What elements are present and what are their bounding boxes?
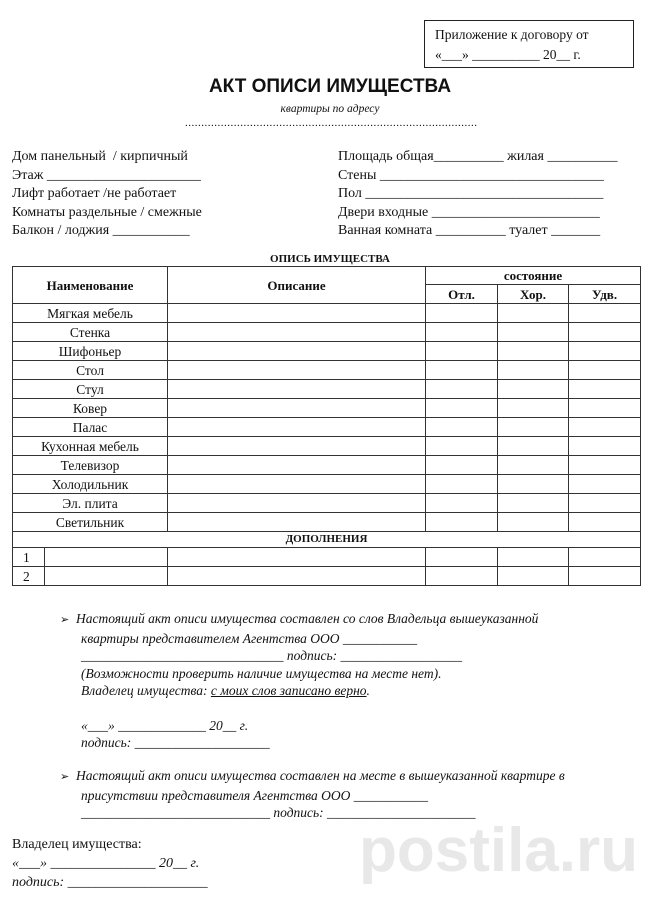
item-description-cell	[168, 418, 426, 437]
item-state-cell	[498, 513, 569, 532]
prop-elevator: Лифт работает /не работает	[12, 186, 177, 201]
note-2-line-1: Настоящий акт описи имущества составлен на месте в вышеуказанной квартире в	[75, 768, 565, 783]
appendix-box	[424, 20, 634, 68]
owner-signature: подпись: ____________________	[12, 875, 208, 890]
item-state-cell	[426, 361, 498, 380]
item-name: Стол	[13, 361, 168, 380]
addition-cell	[168, 548, 426, 567]
owner-signature-block	[12, 835, 208, 892]
appendix-line-2: «___» __________ 20__ г.	[435, 47, 581, 62]
owner-label: Владелец имущества:	[12, 837, 142, 852]
item-name: Телевизор	[13, 456, 168, 475]
addition-cell	[45, 567, 168, 586]
item-name: Эл. плита	[13, 494, 168, 513]
item-description-cell	[168, 456, 426, 475]
col-header-satisfactory: Удв.	[569, 285, 641, 304]
prop-floor: Этаж ______________________	[12, 167, 201, 183]
table-row	[13, 342, 641, 361]
note-1-owner-label: Владелец имущества:	[81, 683, 208, 698]
item-description-cell	[168, 323, 426, 342]
addition-cell	[426, 567, 498, 586]
note-1-line-1: Настоящий акт описи имущества составлен со слов Владельца вышеуказанной	[75, 611, 539, 626]
table-row	[13, 548, 641, 567]
item-state-cell	[498, 399, 569, 418]
item-state-cell	[498, 475, 569, 494]
item-state-cell	[498, 342, 569, 361]
note-2-line-2: присутствии представителя Агентства ООО ___________	[81, 787, 429, 803]
addition-cell	[569, 548, 641, 567]
table-row	[13, 567, 641, 586]
watermark-logo: postila.ru	[358, 816, 638, 885]
addition-cell	[426, 548, 498, 567]
item-name: Стул	[13, 380, 168, 399]
prop-entrance-doors: Двери входные ________________________	[338, 204, 600, 220]
item-name: Стенка	[13, 323, 168, 342]
item-name: Ковер	[13, 399, 168, 418]
item-name: Кухонная мебель	[13, 437, 168, 456]
item-state-cell	[569, 513, 641, 532]
item-description-cell	[168, 437, 426, 456]
item-state-cell	[498, 456, 569, 475]
item-state-cell	[498, 323, 569, 342]
item-state-cell	[426, 304, 498, 323]
item-state-cell	[498, 361, 569, 380]
table-row	[13, 304, 641, 323]
item-description-cell	[168, 399, 426, 418]
item-state-cell	[498, 494, 569, 513]
col-header-good: Хор.	[498, 285, 569, 304]
note-1-line-2: квартиры представителем Агентства ООО ___________	[81, 630, 418, 646]
table-row	[13, 475, 641, 494]
item-state-cell	[569, 304, 641, 323]
arrow-bullet-icon: ➢	[60, 771, 70, 783]
prop-floor-cover: Пол __________________________________	[338, 186, 604, 201]
addition-cell	[498, 548, 569, 567]
note-2	[60, 767, 565, 822]
item-state-cell	[426, 342, 498, 361]
owner-date: «___» _______________ 20__ г.	[12, 856, 200, 871]
address-line: ..........................................................................................	[185, 117, 478, 129]
item-name: Шифоньер	[13, 342, 168, 361]
prop-house-type: Дом панельный / кирпичный	[12, 149, 188, 164]
document-title: АКТ ОПИСИ ИМУЩЕСТВА	[208, 76, 452, 97]
item-name: Светильник	[13, 513, 168, 532]
item-description-cell	[168, 380, 426, 399]
item-name: Холодильник	[13, 475, 168, 494]
item-state-cell	[569, 475, 641, 494]
item-state-cell	[426, 437, 498, 456]
item-state-cell	[426, 418, 498, 437]
table-row	[13, 494, 641, 513]
prop-area: Площадь общая__________ жилая __________	[338, 149, 618, 164]
additions-heading: ДОПОЛНЕНИЯ	[13, 532, 641, 548]
col-header-description: Описание	[168, 267, 426, 304]
table-row	[13, 380, 641, 399]
addition-number: 2	[13, 567, 45, 586]
item-description-cell	[168, 494, 426, 513]
col-header-excellent: Отл.	[426, 285, 498, 304]
prop-rooms: Комнаты раздельные / смежные	[12, 204, 202, 220]
table-row	[13, 437, 641, 456]
item-description-cell	[168, 361, 426, 380]
inventory-table	[12, 266, 641, 586]
item-description-cell	[168, 475, 426, 494]
item-state-cell	[569, 418, 641, 437]
addition-cell	[168, 567, 426, 586]
table-row	[13, 513, 641, 532]
table-row	[13, 418, 641, 437]
arrow-bullet-icon: ➢	[60, 614, 70, 626]
inventory-heading: ОПИСЬ ИМУЩЕСТВА	[270, 253, 390, 265]
item-state-cell	[426, 380, 498, 399]
prop-walls: Стены ________________________________	[338, 167, 604, 183]
table-row	[13, 361, 641, 380]
document-subtitle: квартиры по адресу	[280, 103, 380, 115]
appendix-line-1: Приложение к договору от	[435, 27, 589, 42]
addition-number: 1	[13, 548, 45, 567]
item-state-cell	[569, 494, 641, 513]
item-state-cell	[426, 323, 498, 342]
table-row	[13, 399, 641, 418]
item-state-cell	[569, 380, 641, 399]
item-state-cell	[426, 399, 498, 418]
col-header-state: состояние	[426, 267, 641, 285]
item-state-cell	[426, 513, 498, 532]
prop-bathroom: Ванная комната __________ туалет _______	[338, 223, 601, 238]
table-row	[13, 456, 641, 475]
table-row	[13, 323, 641, 342]
item-description-cell	[168, 304, 426, 323]
note-2-line-3: ____________________________ подпись: ______________________	[81, 805, 476, 820]
note-1: ➢ Настоящий акт описи имущества составлен со слов Владельца вышеуказанной квартиры представителем Агентства ООО ___________ ______________________________ подпись: __________________ (Возможности проверить наличие имущества на месте нет). Владелец имущества: с моих слов записано верно. «___» _____________ 20__ г. подпись: ____________________	[60, 611, 539, 750]
addition-cell	[569, 567, 641, 586]
item-state-cell	[426, 475, 498, 494]
col-header-name: Наименование	[13, 267, 168, 304]
note-1-line-4: (Возможности проверить наличие имущества на месте нет).	[81, 665, 442, 681]
item-state-cell	[426, 494, 498, 513]
item-state-cell	[569, 437, 641, 456]
addition-cell	[498, 567, 569, 586]
property-info-left	[12, 148, 202, 241]
item-state-cell	[426, 456, 498, 475]
property-info-right	[338, 148, 617, 241]
item-description-cell	[168, 342, 426, 361]
item-state-cell	[569, 399, 641, 418]
item-state-cell	[498, 437, 569, 456]
item-state-cell	[498, 418, 569, 437]
note-1-confirmation: с моих слов записано верно	[210, 683, 367, 698]
item-state-cell	[569, 323, 641, 342]
item-name: Палас	[13, 418, 168, 437]
prop-balcony: Балкон / лоджия ___________	[12, 223, 190, 238]
item-state-cell	[569, 456, 641, 475]
note-1-date: «___» _____________ 20__ г.	[81, 717, 249, 733]
addition-cell	[45, 548, 168, 567]
item-description-cell	[168, 513, 426, 532]
note-1-signature: подпись: ____________________	[81, 735, 270, 750]
item-state-cell	[569, 342, 641, 361]
item-state-cell	[569, 361, 641, 380]
item-state-cell	[498, 380, 569, 399]
item-state-cell	[498, 304, 569, 323]
item-name: Мягкая мебель	[13, 304, 168, 323]
note-1-line-3: ______________________________ подпись: __________________	[81, 648, 463, 663]
